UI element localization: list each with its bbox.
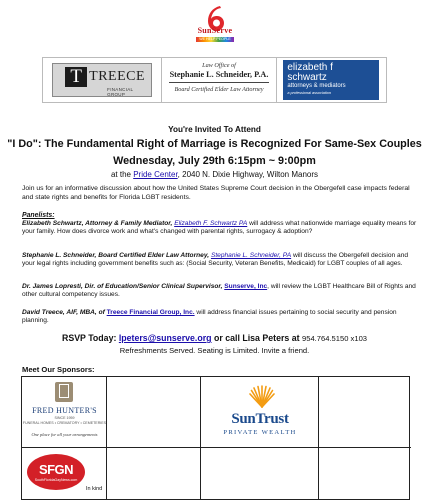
treece-letter-mark: T bbox=[65, 67, 87, 87]
empty-sponsor-cell bbox=[319, 448, 411, 500]
sponsors-grid bbox=[21, 376, 410, 500]
panelist-role: Dr. James Lopresti, Dir. of Education/Senior Clinical Supervisor, bbox=[22, 283, 225, 290]
panelists-heading: Panelists: bbox=[22, 212, 55, 219]
panelist-item bbox=[22, 220, 417, 237]
panelist-text: will address what nationwide marriage equality means for your family. How does divorce work and what's changed with parental rights, surrogacy & adoption? bbox=[22, 220, 417, 236]
event-title: "I Do": The Fundamental Right of Marriage is Recognized For Same-Sex Couples bbox=[7, 138, 422, 150]
rsvp-phone: 954.764.5150 x103 bbox=[302, 334, 368, 343]
schneider-link[interactable]: Stephanie L. Schneider, PA bbox=[210, 252, 292, 259]
treece-sub: FINANCIAL GROUP bbox=[107, 87, 134, 97]
invite-line: You're Invited To Attend bbox=[168, 125, 261, 134]
intro-paragraph: Join us for an informative discussion about how the United States Supreme Court decision in the Obergefell case impacts federal and state rights and benefits for Florida LGBT residents. bbox=[22, 185, 410, 201]
suntrust-sub: PRIVATE WEALTH bbox=[223, 429, 297, 436]
fred-hunters-services: FUNERAL HOMES • CREMATORY • CEMETERIES bbox=[22, 421, 107, 425]
empty-sponsor-cell bbox=[107, 448, 201, 500]
empty-sponsor-cell bbox=[107, 377, 201, 448]
empty-sponsor-cell bbox=[201, 448, 319, 500]
sunserve-link[interactable]: Sunserve, Inc bbox=[224, 283, 268, 290]
panelist-role: Stephanie L. Schneider, Board Certified Elder Law Attorney, bbox=[22, 252, 211, 259]
panelist-item bbox=[22, 283, 417, 300]
event-date: Wednesday, July 29th 6:15pm ~ 9:00pm bbox=[113, 155, 316, 167]
fred-hunters-tagline: One place for all your arrangements bbox=[31, 432, 98, 437]
in-kind-label: In kind bbox=[86, 486, 103, 492]
sunserve-brand: SunServe bbox=[197, 26, 233, 35]
fred-hunters-since: SINCE 1959 bbox=[54, 416, 75, 420]
sunserve-tagline: WE HELP PEOPLE bbox=[196, 37, 234, 42]
top-sponsor-strip bbox=[42, 57, 387, 103]
panelist-text: will address financial issues pertaining to social security and pension planning. bbox=[22, 309, 397, 325]
venue-prefix: at the bbox=[110, 170, 134, 179]
schwartz-link[interactable]: Elizabeth F. Schwartz PA bbox=[174, 220, 248, 227]
sponsors-heading: Meet Our Sponsors: bbox=[22, 365, 95, 374]
event-venue bbox=[0, 170, 429, 179]
sunserve-logo bbox=[190, 4, 240, 50]
fred-hunters-emblem-icon bbox=[55, 382, 73, 402]
treece-link[interactable]: Treece Financial Group, Inc. bbox=[106, 309, 195, 316]
suntrust-cell bbox=[201, 377, 319, 448]
panelist-role: Elizabeth Schwartz, Attorney & Family Mediator, bbox=[22, 220, 175, 227]
schwartz-last: schwartz bbox=[287, 72, 327, 83]
schneider-logo-cell bbox=[162, 58, 276, 102]
refreshments-note: Refreshments Served. Seating is Limited. Invite a friend. bbox=[119, 346, 310, 355]
panelist-role: David Treece, AIF, MBA, of bbox=[22, 309, 107, 316]
law-divider bbox=[169, 82, 269, 83]
panelist-text: will discuss the Obergefell decision and your legal rights including government benefits such as: (Social Security, Veteran Benefits, Medicaid) for LGBT couples of all ages. bbox=[22, 252, 409, 268]
treece-logo bbox=[52, 63, 152, 97]
law-office-name: Stephanie L. Schneider, P.A. bbox=[169, 70, 269, 79]
treece-name: TREECE bbox=[89, 69, 146, 84]
sfgn-name: SFGN bbox=[38, 462, 74, 477]
suntrust-name: SunTrust bbox=[231, 411, 289, 427]
rsvp-line bbox=[0, 333, 429, 343]
pride-center-link[interactable]: Pride Center bbox=[133, 170, 178, 179]
schwartz-desc: attorneys & mediators bbox=[287, 83, 346, 89]
panelist-item bbox=[22, 252, 417, 269]
sfgn-url: SouthFloridaGayNews.com bbox=[34, 478, 78, 482]
schwartz-assoc: a professional association bbox=[287, 91, 332, 95]
rsvp-email-link[interactable]: lpeters@sunserve.org bbox=[118, 333, 212, 343]
schwartz-logo-cell bbox=[277, 58, 386, 102]
venue-address: , 2040 N. Dixie Highway, Wilton Manors bbox=[177, 170, 319, 179]
law-office-title: Board Certified Elder Law Attorney bbox=[174, 86, 264, 93]
rsvp-middle: or call Lisa Peters at bbox=[211, 333, 302, 343]
schwartz-first: elizabeth f bbox=[287, 62, 333, 73]
suntrust-sun-icon bbox=[249, 383, 275, 409]
panelist-item bbox=[22, 309, 417, 326]
law-office-label: Law Office of bbox=[202, 62, 236, 69]
treece-logo-cell bbox=[43, 58, 162, 102]
empty-sponsor-cell bbox=[319, 377, 411, 448]
panelist-text: , will review the LGBT Healthcare Bill of Rights and other cultural competency issues. bbox=[22, 283, 416, 299]
sfgn-cell bbox=[22, 448, 107, 500]
schwartz-logo bbox=[283, 60, 379, 100]
rsvp-prefix: RSVP Today: bbox=[61, 333, 119, 343]
fred-hunters-cell bbox=[22, 377, 107, 448]
fred-hunters-name: FRED HUNTER'S bbox=[32, 406, 97, 415]
